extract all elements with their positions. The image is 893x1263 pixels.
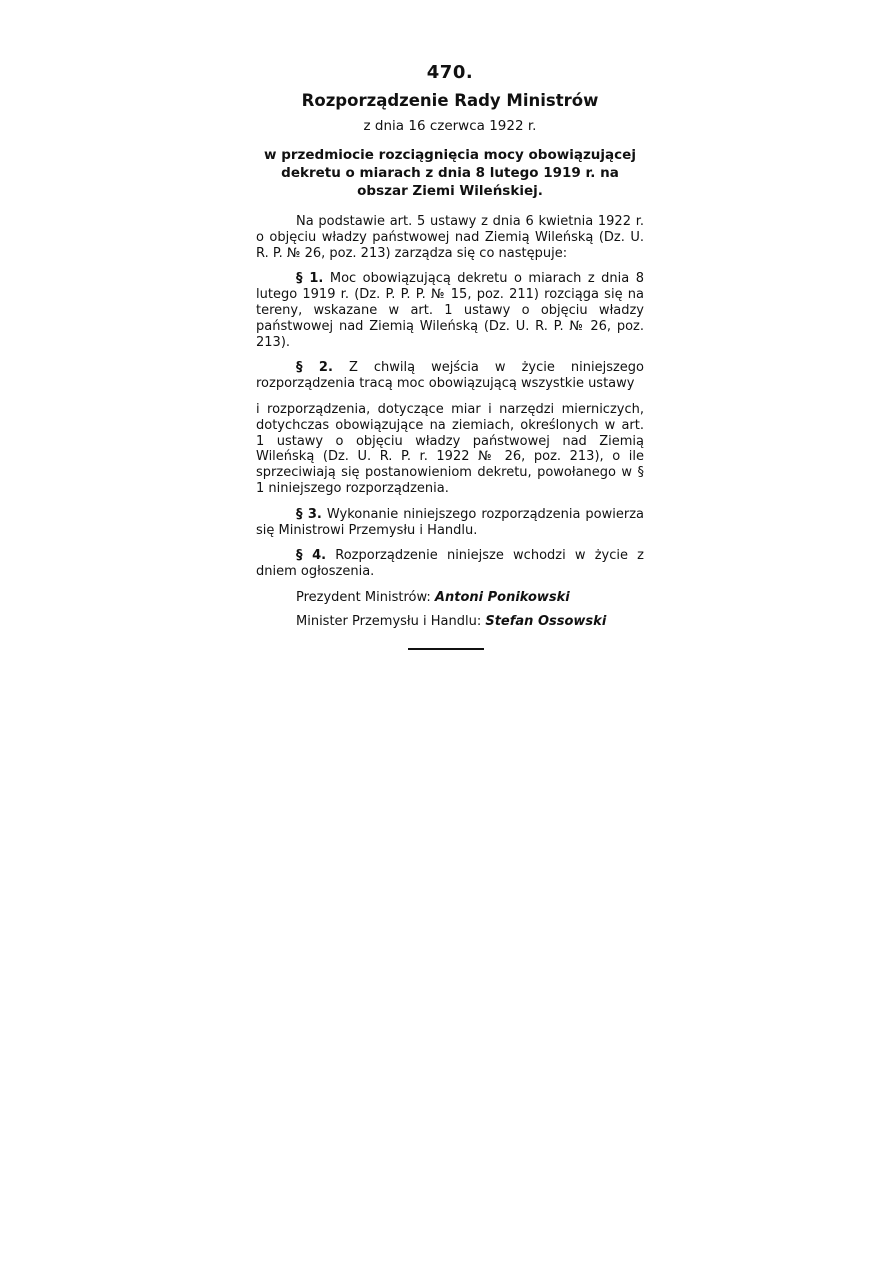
- section-3-mark: § 3.: [296, 506, 322, 522]
- signature-role: Prezydent Ministrów:: [296, 589, 431, 605]
- section-1: [256, 271, 644, 350]
- section-2-text: Z chwilą wejścia w życie niniejszego rozporządzenia tracą moc obowiązującą wszystkie ustawy: [256, 360, 645, 392]
- document-date: z dnia 16 czerwca 1922 r.: [363, 118, 537, 134]
- signature-name: Antoni Ponikowski: [434, 589, 570, 605]
- section-3: [256, 507, 644, 539]
- closing-rule: [408, 648, 484, 650]
- section-2: [256, 360, 644, 392]
- section-2-continuation: i rozporządzenia, dotyczące miar i narzędzi mierniczych, dotychczas obowiązujące na ziemiach, określonych w art. 1 ustawy o objęciu władzy państwowej nad Ziemią Wileńską (Dz. U. R. P. r. 1922 № 26, poz. 213), o ile sprzeciwiają się postanowieniom dekretu, powołanego w § 1 niniejszego rozporządzenia.: [256, 401, 644, 496]
- section-4-text: Rozporządzenie niniejsze wchodzi w życie z dniem ogłoszenia.: [256, 548, 645, 580]
- document-title: Rozporządzenie Rady Ministrów: [301, 91, 599, 110]
- document-number: 470.: [426, 62, 474, 83]
- preamble-paragraph: Na podstawie art. 5 ustawy z dnia 6 kwietnia 1922 r. o objęciu władzy państwowej nad Ziemią Wileńską (Dz. U. R. P. № 26, poz. 213) zarządza się co następuje:: [256, 214, 644, 261]
- section-2-mark: § 2.: [296, 360, 333, 376]
- section-4: [256, 548, 644, 580]
- signature-name: Stefan Ossowski: [485, 613, 607, 629]
- document-page: [256, 62, 644, 650]
- section-3-text: Wykonanie niniejszego rozporządzenia powierza się Ministrowi Przemysłu i Handlu.: [256, 506, 644, 538]
- signature-prime-minister: [296, 590, 644, 606]
- section-4-mark: § 4.: [296, 548, 327, 564]
- document-subject: w przedmiocie rozciągnięcia mocy obowiązującej dekretu o miarach z dnia 8 lutego 1919 r. na obszar Ziemi Wileńskiej.: [264, 147, 636, 199]
- signature-role: Minister Przemysłu i Handlu:: [296, 613, 482, 629]
- section-1-text: Moc obowiązującą dekretu o miarach z dnia 8 lutego 1919 r. (Dz. P. P. P. № 15, poz. 211) rozciąga się na tereny, wskazane w art. 1 ustawy o objęciu władzy państwowej nad Ziemią Wileńską (Dz. U. R. P. № 26, poz. 213).: [256, 271, 644, 350]
- signature-minister-industry: [296, 614, 644, 630]
- section-1-mark: § 1.: [296, 271, 324, 287]
